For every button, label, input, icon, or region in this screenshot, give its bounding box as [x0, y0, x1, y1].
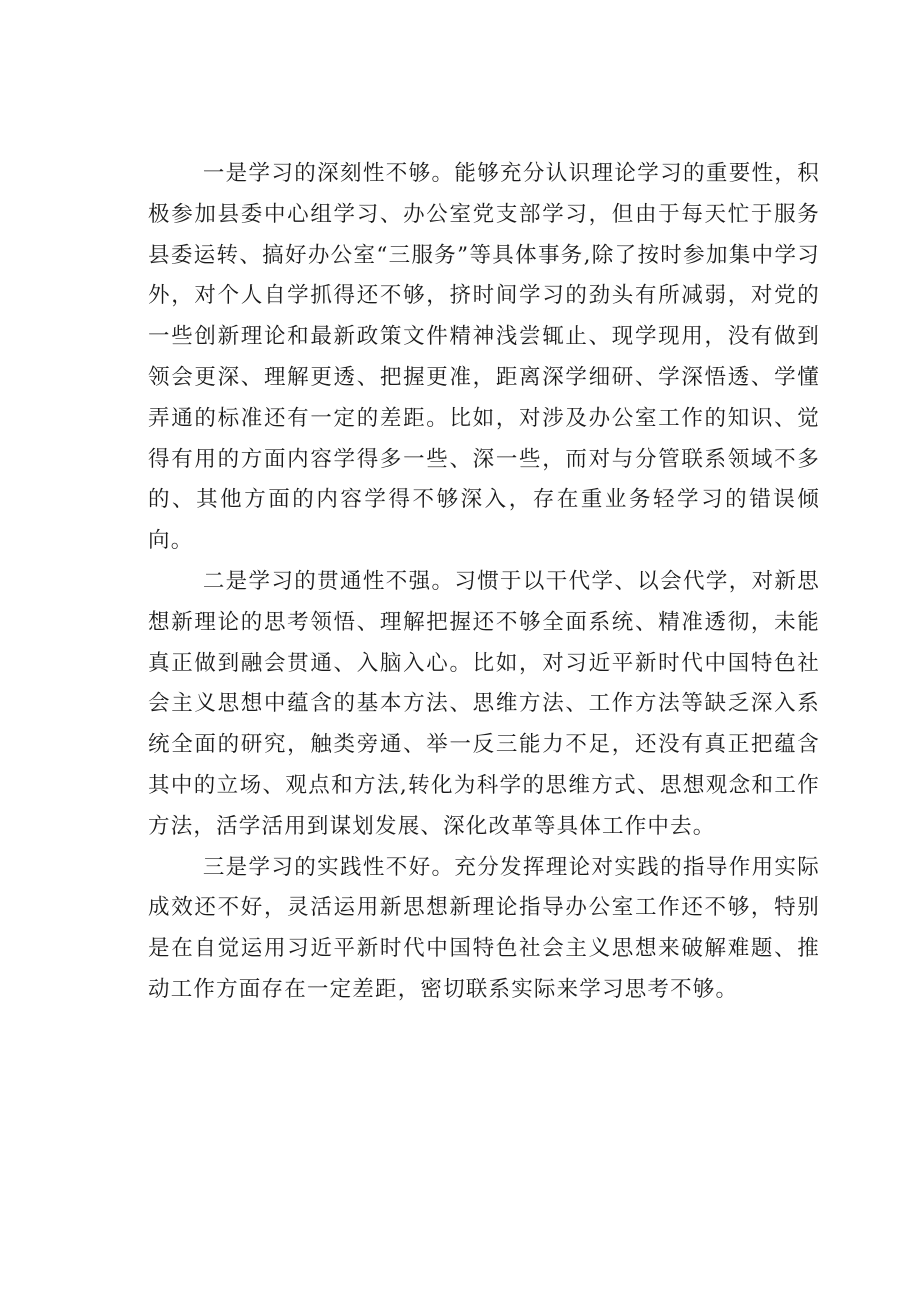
- paragraph-1: 一是学习的深刻性不够。能够充分认识理论学习的重要性，积极参加县委中心组学习、办公室党支部学习，但由于每天忙于服务县委运转、搞好办公室“三服务”等具体事务,除了按时参加集中学习外，对个人自学抓得还不够，挤时间学习的劲头有所减弱，对党的一些创新理论和最新政策文件精神浅尝辄止、现学现用，没有做到领会更深、理解更透、把握更准，距离深学细研、学深悟透、学懂弄通的标准还有一定的差距。比如，对涉及办公室工作的知识、觉得有用的方面内容学得多一些、深一些，而对与分管联系领域不多的、其他方面的内容学得不够深入，存在重业务轻学习的错误倾向。: [148, 161, 820, 554]
- paragraph-3: 三是学习的实践性不好。充分发挥理论对实践的指导作用实际成效还不好，灵活运用新思想新理论指导办公室工作还不够，特别是在自觉运用习近平新时代中国特色社会主义思想来破解难题、推动工作方面存在一定差距，密切联系实际来学习思考不够。: [148, 854, 820, 1002]
- paragraph-2: 二是学习的贯通性不强。习惯于以干代学、以会代学，对新思想新理论的思考领悟、理解把握还不够全面系统、精准透彻，未能真正做到融会贯通、入脑入心。比如，对习近平新时代中国特色社会主义思想中蕴含的基本方法、思维方法、工作方法等缺乏深入系统全面的研究，触类旁通、举一反三能力不足，还没有真正把蕴含其中的立场、观点和方法,转化为科学的思维方式、思想观念和工作方法，活学活用到谋划发展、深化改革等具体工作中去。: [148, 568, 820, 839]
- document-body: [148, 154, 820, 1011]
